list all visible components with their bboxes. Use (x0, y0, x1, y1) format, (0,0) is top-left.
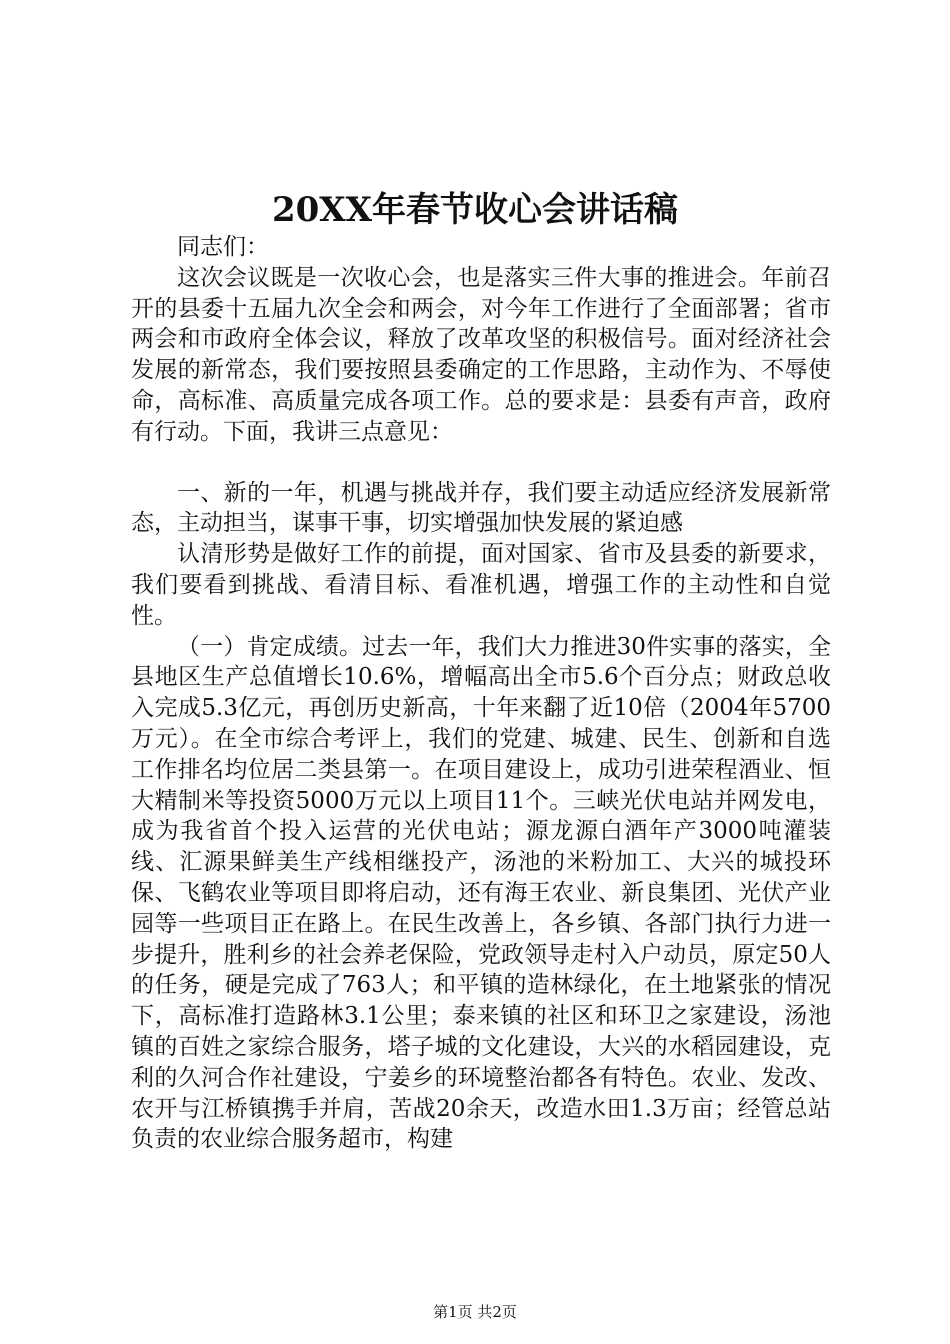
paragraph-section-heading: 一、新的一年，机遇与挑战并存，我们要主动适应经济发展新常态，主动担当，谋事干事，切实增强加快发展的紧迫感 (131, 479, 831, 537)
document-body (131, 232, 831, 1155)
paragraph-achievements: （一）肯定成绩。过去一年，我们大力推进30件实事的落实，全县地区生产总值增长10.6%，增幅高出全市5.6个百分点；财政总收入完成5.3亿元，再创历史新高，十年来翻了近10倍（2004年5700万元）。在全市综合考评上，我们的党建、城建、民生、创新和自选工作排名均位居二类县第一。在项目建设上，成功引进荣程酒业、恒大精制米等投资5000万元以上项目11个。三峡光伏电站并网发电，成为我省首个投入运营的光伏电站；源龙源白酒年产3000吨灌装线、汇源果鲜美生产线相继投产，汤池的米粉加工、大兴的城投环保、飞鹤农业等项目即将启动，还有海王农业、新良集团、光伏产业园等一些项目正在路上。在民生改善上，各乡镇、各部门执行力进一步提升，胜利乡的社会养老保险，党政领导走村入户动员，原定50人的任务，硬是完成了763人；和平镇的造林绿化，在土地紧张的情况下，高标准打造路林3.1公里；泰来镇的社区和环卫之家建设，汤池镇的百姓之家综合服务，塔子城的文化建设，大兴的水稻园建设，克利的久河合作社建设，宁姜乡的环境整治都各有特色。农业、发改、农开与江桥镇携手并肩，苦战20余天，改造水田1.3万亩；经管总站负责的农业综合服务超市，构建 (131, 633, 831, 1153)
document-title: 20XX年春节收心会讲话稿 (271, 190, 679, 230)
page-footer: 第1页 共2页 (433, 1303, 517, 1321)
paragraph-intro: 这次会议既是一次收心会，也是落实三件大事的推进会。年前召开的县委十五届九次全会和两会，对今年工作进行了全面部署；省市两会和市政府全体会议，释放了改革攻坚的积极信号。面对经济社会发展的新常态，我们要按照县委确定的工作思路，主动作为、不辱使命，高标准、高质量完成各项工作。总的要求是：县委有声音，政府有行动。下面，我讲三点意见： (131, 264, 831, 445)
salutation: 同志们： (177, 234, 269, 260)
paragraph-situation: 认清形势是做好工作的前提，面对国家、省市及县委的新要求，我们要看到挑战、看清目标、看准机遇，增强工作的主动性和自觉性。 (131, 541, 831, 629)
